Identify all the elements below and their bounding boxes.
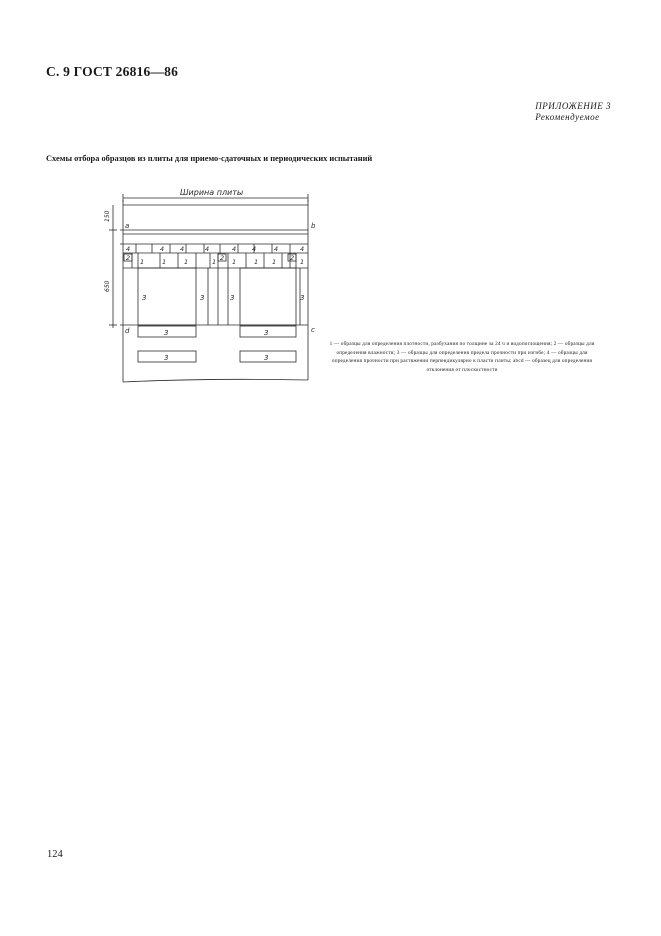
sample-2-label: 2 xyxy=(290,254,295,262)
corner-a-label: a xyxy=(125,222,130,230)
sample-2-label: 2 xyxy=(220,254,225,262)
sample-4-label: 4 xyxy=(252,245,257,253)
sample-4-label: 4 xyxy=(232,245,237,253)
sampling-scheme-figure xyxy=(100,180,320,392)
appendix-status: Рекомендуемое xyxy=(535,112,600,122)
sample-3-label: 3 xyxy=(230,294,235,302)
bending-sample-block xyxy=(240,268,296,325)
sample-3-label: 3 xyxy=(264,329,269,337)
sample-4-label: 4 xyxy=(180,245,185,253)
sample-1-label: 1 xyxy=(162,258,167,266)
sample-1-label: 1 xyxy=(184,258,189,266)
sample-1-label: 1 xyxy=(212,258,217,266)
bending-sample-block xyxy=(138,268,196,325)
corner-d-label: d xyxy=(125,327,130,335)
sample-4-label: 4 xyxy=(300,245,305,253)
dim-150-label: 150 xyxy=(104,210,111,222)
width-label: Ширина плиты xyxy=(180,188,244,197)
sample-3-label: 3 xyxy=(164,329,169,337)
sample-1-label: 1 xyxy=(300,258,305,266)
sample-1-label: 1 xyxy=(254,258,259,266)
sample-4-label: 4 xyxy=(160,245,165,253)
section-title: Схемы отбора образцов из плиты для приемо-сдаточных и периодических испытаний xyxy=(46,154,373,163)
corner-c-label: c xyxy=(311,326,315,334)
sample-3-label: 3 xyxy=(164,354,169,362)
sample-3-label: 3 xyxy=(300,294,305,302)
corner-b-label: b xyxy=(311,222,316,230)
dim-650-label: 650 xyxy=(104,280,111,292)
appendix-number: ПРИЛОЖЕНИЕ 3 xyxy=(535,101,611,111)
sample-3-label: 3 xyxy=(264,354,269,362)
appendix-label xyxy=(535,101,611,123)
sample-4-label: 4 xyxy=(274,245,279,253)
plate-bottom-edge xyxy=(123,379,308,382)
sample-1-label: 1 xyxy=(140,258,145,266)
sample-1-label: 1 xyxy=(272,258,277,266)
sample-4-label: 4 xyxy=(126,245,131,253)
page-number: 124 xyxy=(47,849,63,860)
page-header: С. 9 ГОСТ 26816—86 xyxy=(46,64,179,79)
figure-legend: 1 — образцы для определения плотности, разбухания по толщине за 24 ч и водопоглощения; 2 — образцы для определения влажности; 3 — образцы для определения предела прочности при изгибе; 4 — образцы для определения прочности при растяжении перпендикулярно к пласти плиты; abcd — образец для определения отклонения от плоскостности xyxy=(329,341,595,374)
sample-3-label: 3 xyxy=(200,294,205,302)
sample-2-label: 2 xyxy=(126,254,131,262)
bending-strips-vertical xyxy=(138,268,300,325)
sample-3-label: 3 xyxy=(142,294,147,302)
sampling-scheme-drawing xyxy=(100,180,320,392)
sample-1-label: 1 xyxy=(232,258,237,266)
sample-4-label: 4 xyxy=(205,245,210,253)
